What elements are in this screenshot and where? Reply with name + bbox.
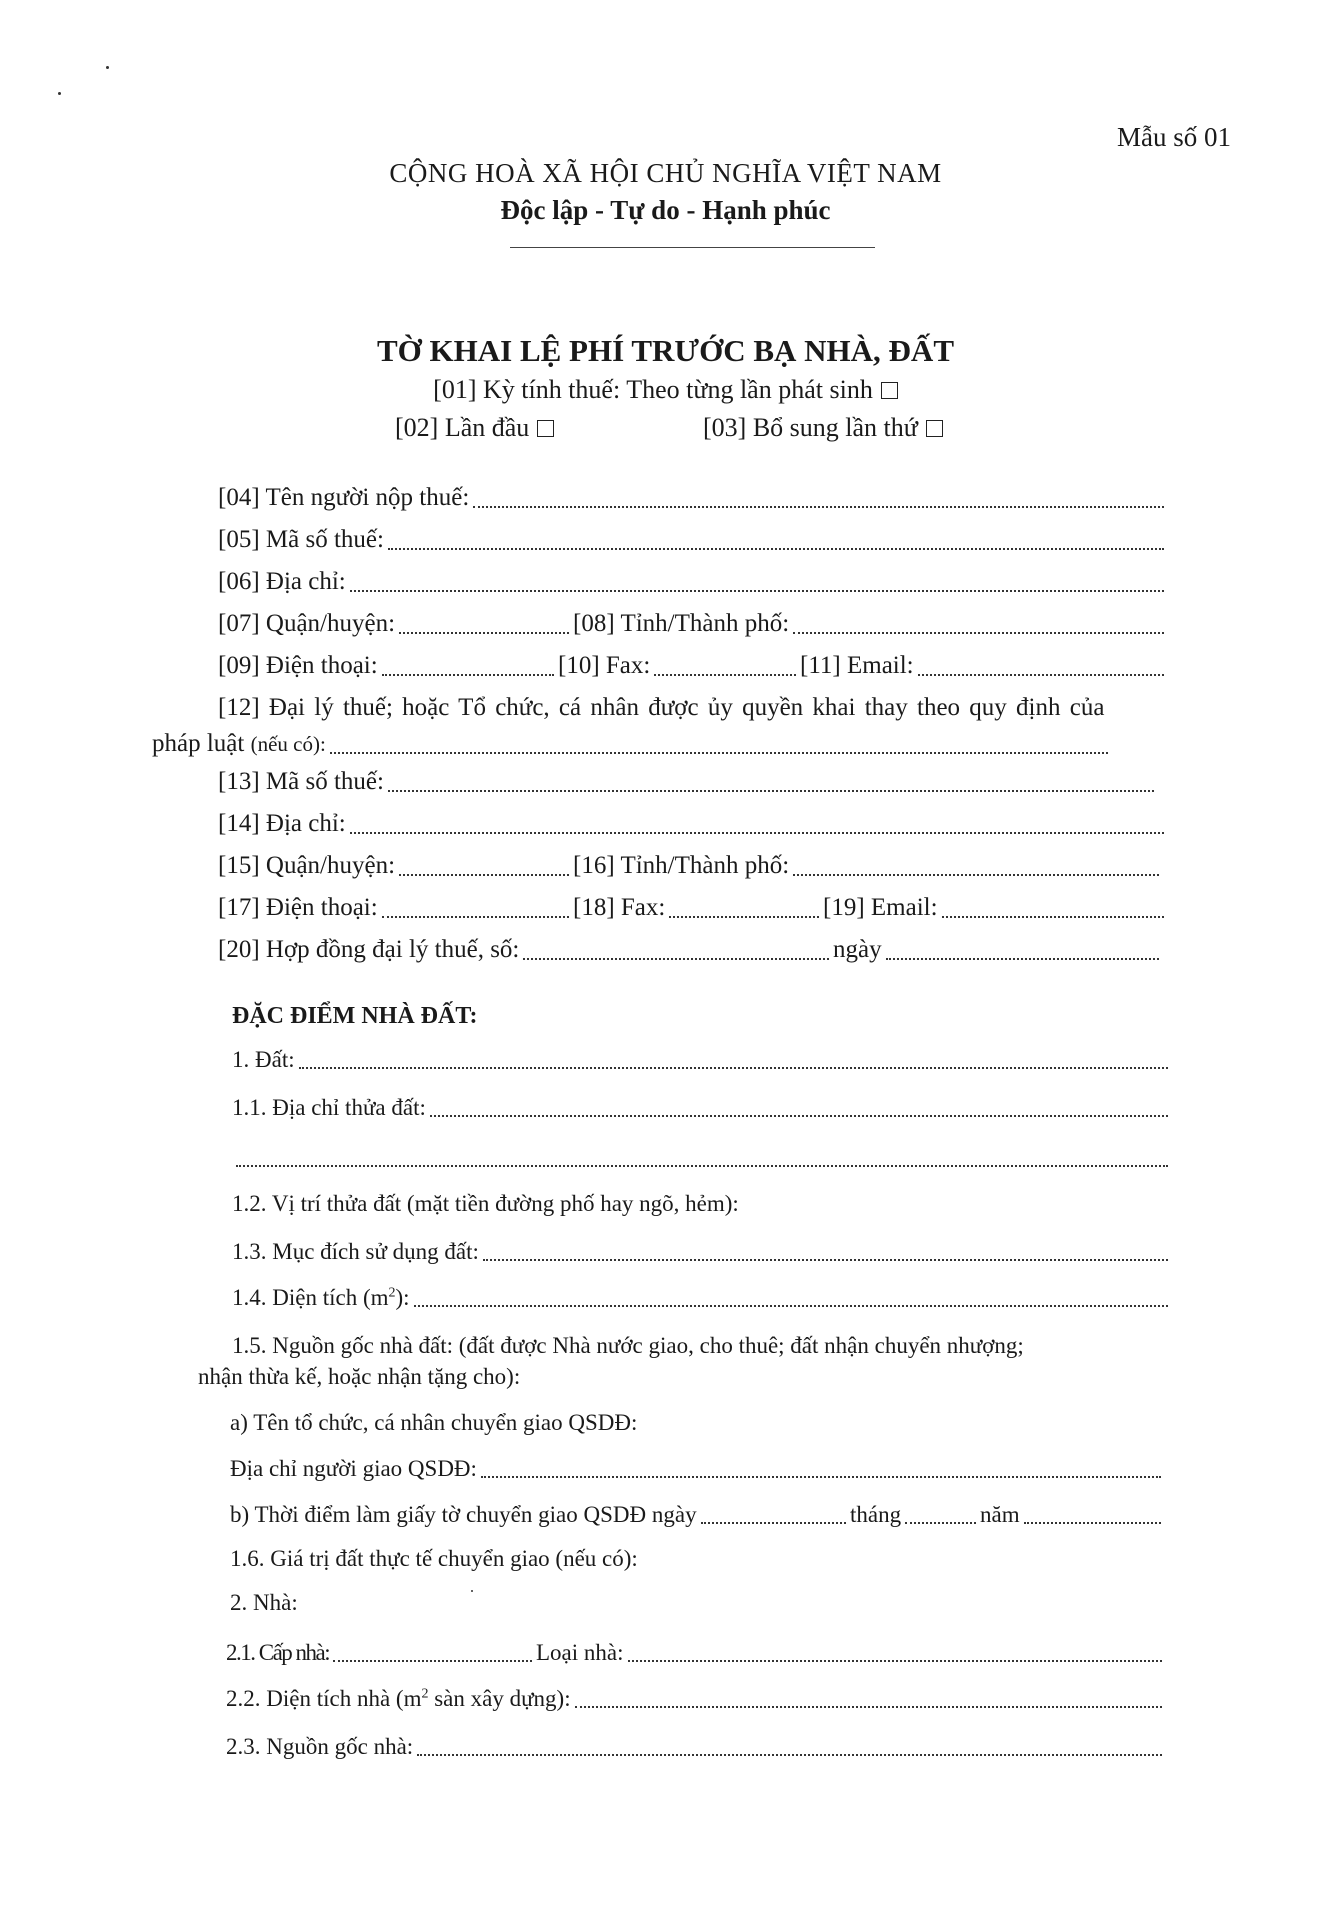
land-position-label: 1.2. Vị trí thửa đất (mặt tiền đường phố hay ngõ, hẻm): (232, 1191, 739, 1216)
field-18-input[interactable] (669, 916, 819, 918)
land-purpose-input[interactable] (483, 1259, 1168, 1261)
field-14-input[interactable] (350, 832, 1164, 834)
land-address-input-2[interactable] (236, 1165, 1168, 1167)
field-05-row (218, 526, 1168, 554)
transferor-address-row (230, 1456, 1165, 1482)
checkbox-03[interactable] (926, 420, 943, 437)
field-08-label: [08] Tỉnh/Thành phố: (573, 610, 790, 637)
field-11-input[interactable] (918, 674, 1164, 676)
house-grade-row (226, 1640, 1166, 1666)
field-10-input[interactable] (654, 674, 796, 676)
scan-speck (471, 1590, 473, 1592)
motto: Độc lập - Tự do - Hạnh phúc (500, 195, 831, 225)
house-area-input[interactable] (575, 1706, 1162, 1708)
land-address-input[interactable] (430, 1115, 1168, 1117)
field-06-input[interactable] (350, 590, 1164, 592)
field-19 (823, 894, 1168, 922)
form-number: Mẫu số 01 (1117, 122, 1231, 152)
transfer-year-input[interactable] (1024, 1522, 1161, 1524)
field-17-19-row (218, 894, 1168, 922)
field-12-label: pháp luật (152, 730, 245, 757)
field-20-date (833, 936, 1163, 964)
field-20 (218, 936, 833, 964)
field-08 (573, 610, 1168, 638)
land-origin-line1: 1.5. Nguồn gốc nhà đất: (đất được Nhà nước giao, cho thuê; đất nhận chuyển nhượng; (232, 1333, 1024, 1358)
land-label: 1. Đất: (232, 1047, 295, 1072)
land-row (232, 1047, 1172, 1073)
period-line-03 (703, 413, 943, 443)
field-15-label: [15] Quận/huyện: (218, 852, 396, 879)
house-grade (226, 1640, 536, 1666)
field-20-row (218, 936, 1163, 964)
land-purpose-label: 1.3. Mục đích sử dụng đất: (232, 1239, 479, 1264)
field-03-label: [03] Bổ sung lần thứ (703, 413, 918, 442)
field-09-label: [09] Điện thoại: (218, 652, 378, 679)
field-07-label: [07] Quận/huyện: (218, 610, 396, 637)
house-origin-input[interactable] (417, 1754, 1162, 1756)
land-area-row (232, 1285, 1172, 1311)
land-origin-line2: nhận thừa kế, hoặc nhận tặng cho): (198, 1364, 521, 1389)
period-line-01 (0, 375, 1331, 405)
field-08-input[interactable] (793, 632, 1164, 634)
field-15-input[interactable] (399, 874, 569, 876)
field-15-16-row (218, 852, 1163, 880)
land-value-label: 1.6. Giá trị đất thực tế chuyển giao (nếu có): (230, 1546, 638, 1571)
field-12-note: (nếu có): (250, 732, 326, 756)
field-19-input[interactable] (942, 916, 1164, 918)
field-06-label: [06] Địa chỉ: (218, 568, 346, 595)
field-20-label: [20] Hợp đồng đại lý thuế, số: (218, 936, 520, 963)
section-heading: ĐẶC ĐIỂM NHÀ ĐẤT: (232, 1003, 478, 1029)
field-18-label: [18] Fax: (573, 894, 666, 921)
field-10 (558, 652, 800, 680)
field-13-label: [13] Mã số thuế: (218, 768, 384, 795)
field-07-input[interactable] (399, 632, 569, 634)
transfer-month (850, 1502, 980, 1528)
motto-divider (510, 247, 875, 248)
scan-speck (58, 92, 61, 95)
house-label: 2. Nhà: (230, 1590, 298, 1615)
field-16 (573, 852, 1163, 880)
transferor-label: a) Tên tổ chức, cá nhân chuyển giao QSDĐ: (230, 1410, 638, 1435)
field-12-input[interactable] (330, 752, 1108, 754)
transfer-year (980, 1502, 1165, 1528)
field-13-input[interactable] (388, 790, 1154, 792)
land-address-row-2 (232, 1143, 1172, 1171)
field-11 (800, 652, 1168, 680)
field-09-11-row (218, 652, 1168, 680)
field-05-label: [05] Mã số thuế: (218, 526, 384, 553)
land-input[interactable] (299, 1067, 1168, 1069)
field-04-input[interactable] (473, 506, 1164, 508)
field-05-input[interactable] (388, 548, 1164, 550)
land-area-label: 1.4. Diện tích $(m^2)$: (232, 1285, 410, 1310)
land-purpose-row (232, 1239, 1172, 1265)
field-11-label: [11] Email: (800, 652, 914, 679)
field-02-label: [02] Lần đầu (395, 413, 530, 442)
house-grade-input[interactable] (333, 1660, 532, 1662)
transfer-time-label: b) Thời điểm làm giấy tờ chuyển giao QSDĐ ngày (230, 1502, 697, 1527)
house-area-row (226, 1686, 1166, 1712)
house-type-input[interactable] (628, 1660, 1163, 1662)
field-17-input[interactable] (382, 916, 569, 918)
transfer-month-label: tháng (850, 1502, 902, 1527)
land-area-input[interactable] (414, 1305, 1168, 1307)
transferor-address-label: Địa chỉ người giao QSDĐ: (230, 1456, 477, 1481)
land-address-label: 1.1. Địa chỉ thửa đất: (232, 1095, 426, 1120)
field-17 (218, 894, 573, 922)
field-16-label: [16] Tỉnh/Thành phố: (573, 852, 790, 879)
transferor-address-input[interactable] (481, 1476, 1161, 1478)
field-13-row (218, 768, 1158, 796)
form-title: TỜ KHAI LỆ PHÍ TRƯỚC BẠ NHÀ, ĐẤT (376, 333, 954, 368)
house-type-label: Loại nhà: (536, 1640, 624, 1665)
transfer-time-row (230, 1502, 1165, 1528)
field-04-row (218, 484, 1168, 512)
nation-title: CỘNG HOÀ XÃ HỘI CHỦ NGHĨA VIỆT NAM (389, 158, 942, 188)
field-19-label: [19] Email: (823, 894, 938, 921)
house-type (536, 1640, 1166, 1666)
field-09 (218, 652, 558, 680)
field-12-line1: [12] Đại lý thuế; hoặc Tổ chức, cá nhân được ủy quyền khai thay theo quy định của (218, 694, 1105, 721)
field-18 (573, 894, 823, 922)
field-20-date-input[interactable] (886, 958, 1159, 960)
field-04-label: [04] Tên người nộp thuế: (218, 484, 470, 511)
transfer-day-input[interactable] (701, 1522, 846, 1524)
field-06-row (218, 568, 1168, 596)
field-07 (218, 610, 573, 638)
field-09-input[interactable] (382, 674, 554, 676)
transfer-day (230, 1502, 850, 1528)
field-16-input[interactable] (793, 874, 1159, 876)
land-address-row (232, 1095, 1172, 1121)
field-17-label: [17] Điện thoại: (218, 894, 378, 921)
field-12-row (152, 730, 1112, 758)
period-line-02 (395, 413, 554, 443)
checkbox-02[interactable] (537, 420, 554, 437)
field-07-08-row (218, 610, 1168, 638)
checkbox-01[interactable] (881, 382, 898, 399)
house-origin-row (226, 1734, 1166, 1760)
house-origin-label: 2.3. Nguồn gốc nhà: (226, 1734, 414, 1759)
field-10-label: [10] Fax: (558, 652, 651, 679)
field-20-date-label: ngày (833, 936, 882, 963)
transfer-month-input[interactable] (905, 1522, 976, 1524)
field-14-row (218, 810, 1168, 838)
field-20-input[interactable] (523, 958, 829, 960)
scan-speck (106, 66, 109, 69)
field-01-label: [01] Kỳ tính thuế: Theo từng lần phát sinh (433, 375, 873, 404)
field-15 (218, 852, 573, 880)
field-14-label: [14] Địa chỉ: (218, 810, 346, 837)
house-area-label: 2.2. Diện tích nhà ($m^2$ sàn xây dựng): (226, 1686, 571, 1711)
transfer-year-label: năm (980, 1502, 1020, 1527)
house-grade-label: 2.1. Cấp nhà: (226, 1640, 330, 1665)
